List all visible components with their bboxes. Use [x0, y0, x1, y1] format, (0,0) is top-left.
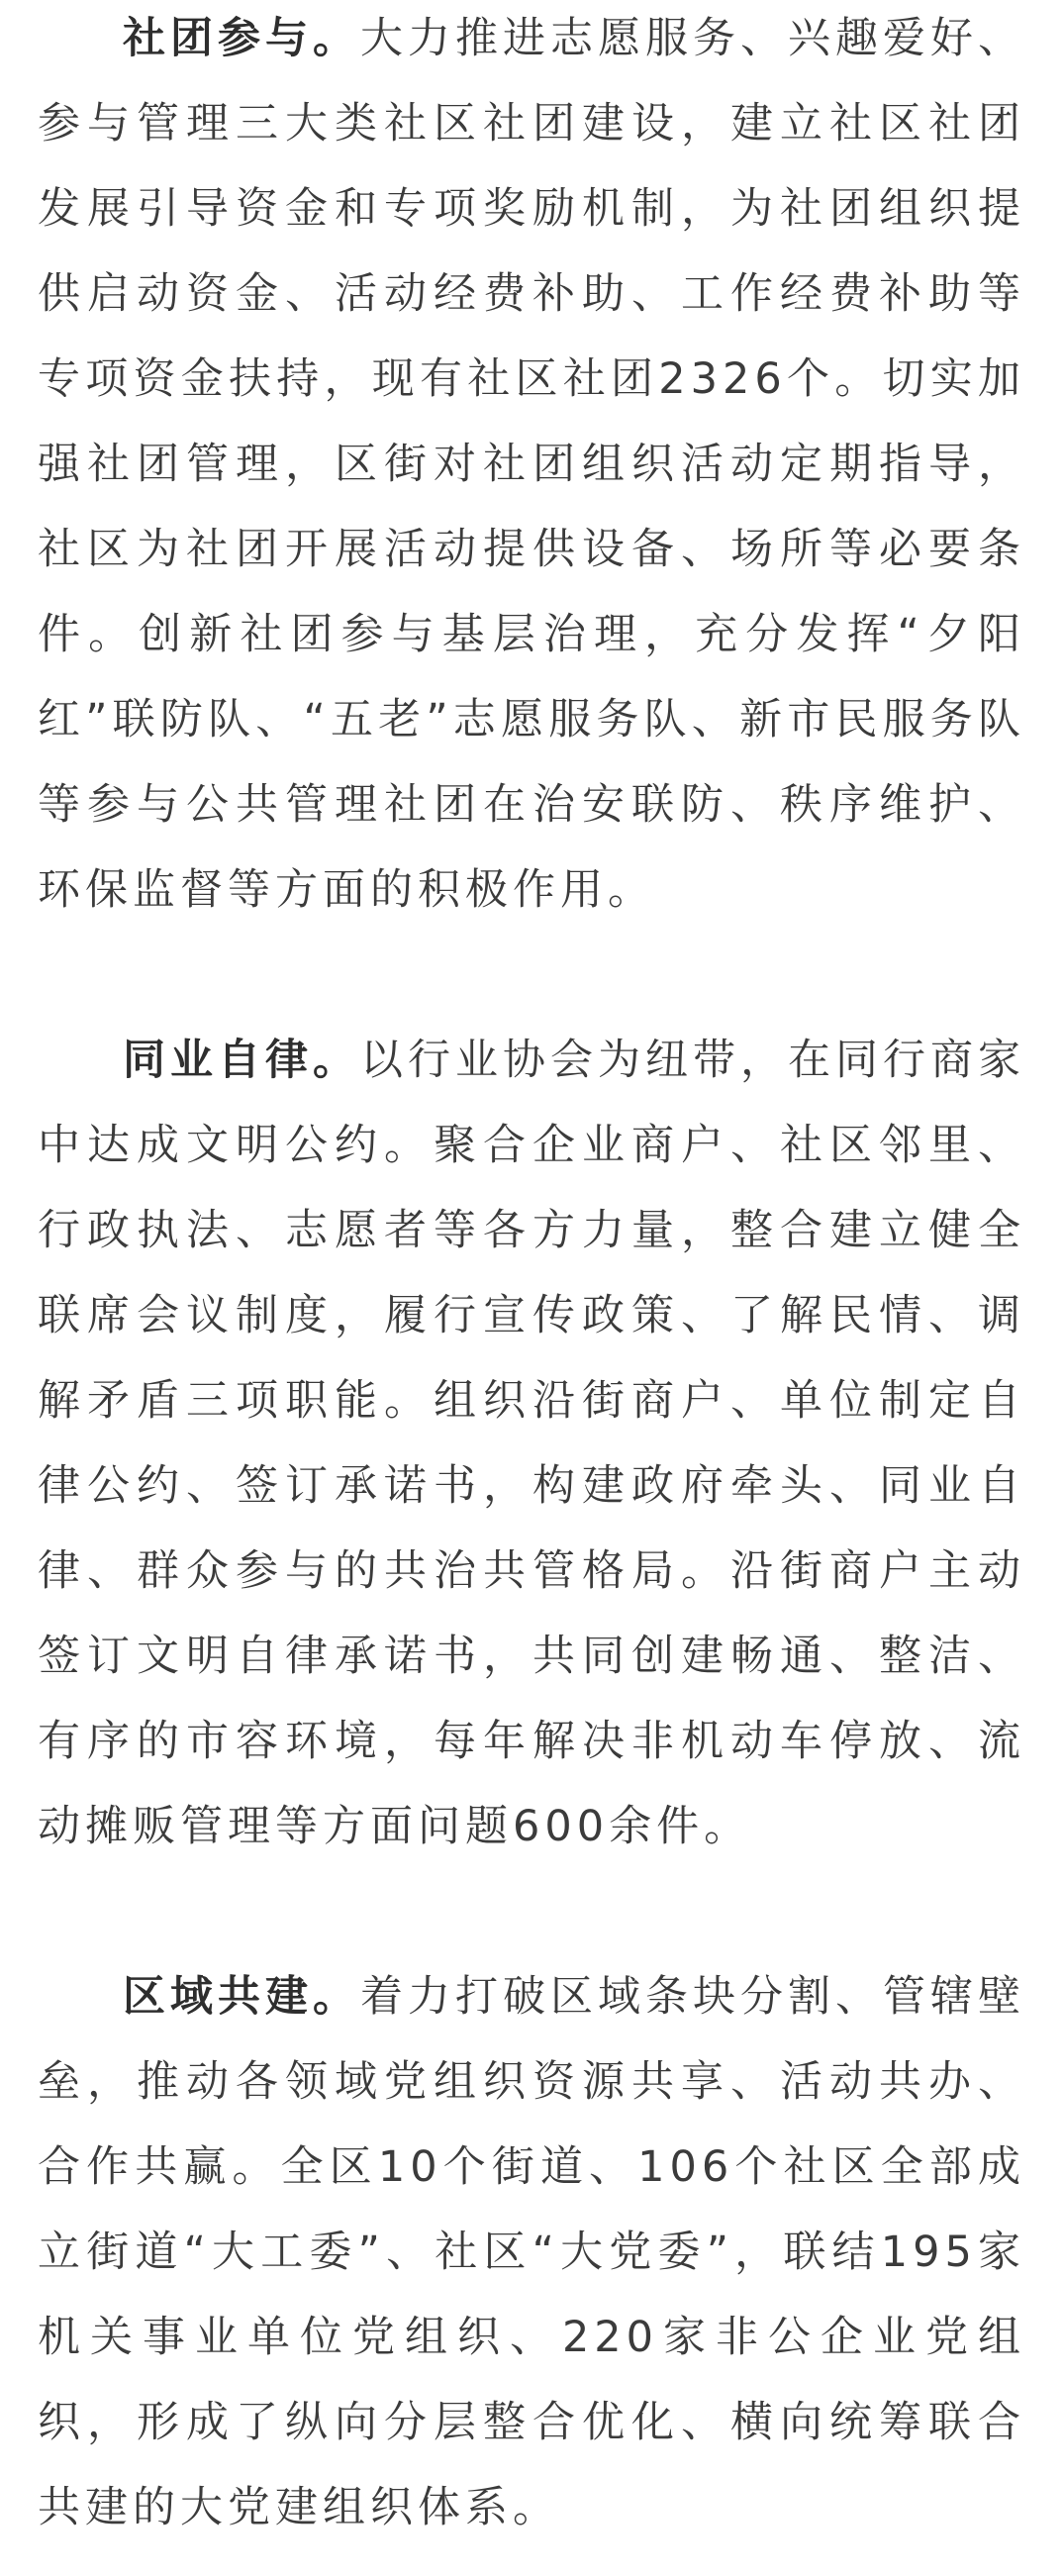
paragraph-heading: 社团参与。: [123, 14, 360, 63]
paragraph-heading: 区域共建。: [123, 1972, 360, 2022]
paragraph-heading: 同业自律。: [123, 1036, 360, 1085]
article-body: [38, 0, 1025, 2550]
paragraph-text: 大力推进志愿服务、兴趣爱好、参与管理三大类社区社团建设，建立社区社团发展引导资金和专项奖励机制，为社团组织提供启动资金、活动经费补助、工作经费补助等专项资金扶持，现有社区社团2326个。切实加强社团管理，区街对社团组织活动定期指导，社区为社团开展活动提供设备、场所等必要条件。创新社团参与基层治理，充分发挥“夕阳红”联防队、“五老”志愿服务队、新市民服务队等参与公共管理社团在治安联防、秩序维护、环保监督等方面的积极作用。: [38, 14, 1025, 915]
paragraph-text: 以行业协会为纽带，在同行商家中达成文明公约。聚合企业商户、社区邻里、行政执法、志愿者等各方力量，整合建立健全联席会议制度，履行宣传政策、了解民情、调解矛盾三项职能。组织沿街商户、单位制定自律公约、签订承诺书，构建政府牵头、同业自律、群众参与的共治共管格局。沿街商户主动签订文明自律承诺书，共同创建畅通、整洁、有序的市容环境，每年解决非机动车停放、流动摊贩管理等方面问题600余件。: [38, 1036, 1025, 1851]
paragraph-regional-co-construction: [38, 1954, 1025, 2550]
paragraph-text: 着力打破区域条块分割、管辖壁垒，推动各领域党组织资源共享、活动共办、合作共赢。全区10个街道、106个社区全部成立街道“大工委”、社区“大党委”，联结195家机关事业单位党组织、220家非公企业党组织，形成了纵向分层整合优化、横向统筹联合共建的大党建组织体系。: [38, 1972, 1025, 2532]
paragraph-industry-self-discipline: [38, 1018, 1025, 1869]
paragraph-community-groups: [38, 0, 1025, 933]
